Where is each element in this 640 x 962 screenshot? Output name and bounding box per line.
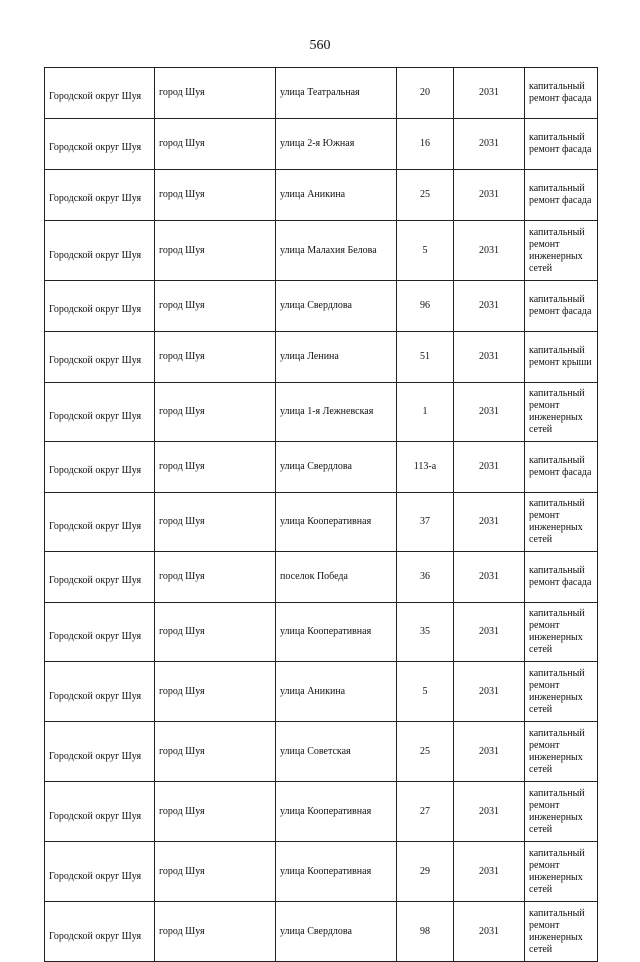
work-type-cell: капитальный ремонт фасада	[525, 68, 598, 119]
house-number-cell: 51	[397, 332, 454, 383]
city-cell: город Шуя	[155, 662, 276, 722]
year-cell: 2031	[454, 170, 525, 221]
street-cell: улица Свердлова	[276, 902, 397, 962]
work-type-cell: капитальный ремонт инженерных сетей	[525, 493, 598, 552]
street-cell: улица Кооперативная	[276, 603, 397, 662]
year-cell: 2031	[454, 782, 525, 842]
table-row	[45, 842, 598, 902]
work-type-cell: капитальный ремонт инженерных сетей	[525, 383, 598, 442]
house-number-cell: 27	[397, 782, 454, 842]
city-cell: город Шуя	[155, 493, 276, 552]
district-cell: Городской округ Шуя	[45, 442, 155, 493]
district-cell: Городской округ Шуя	[45, 383, 155, 442]
street-cell: улица Ленина	[276, 332, 397, 383]
city-cell: город Шуя	[155, 842, 276, 902]
street-cell: улица Кооперативная	[276, 842, 397, 902]
district-cell: Городской округ Шуя	[45, 493, 155, 552]
city-cell: город Шуя	[155, 383, 276, 442]
district-cell: Городской округ Шуя	[45, 722, 155, 782]
city-cell: город Шуя	[155, 332, 276, 383]
street-cell: улица Кооперативная	[276, 493, 397, 552]
house-number-cell: 36	[397, 552, 454, 603]
city-cell: город Шуя	[155, 902, 276, 962]
city-cell: город Шуя	[155, 170, 276, 221]
house-number-cell: 98	[397, 902, 454, 962]
year-cell: 2031	[454, 842, 525, 902]
table-row	[45, 662, 598, 722]
district-cell: Городской округ Шуя	[45, 68, 155, 119]
city-cell: город Шуя	[155, 442, 276, 493]
page-number: 560	[309, 38, 331, 53]
street-cell: улица Аникина	[276, 662, 397, 722]
table-row	[45, 221, 598, 281]
house-number-cell: 113-а	[397, 442, 454, 493]
district-cell: Городской округ Шуя	[45, 842, 155, 902]
street-cell: улица Малахия Белова	[276, 221, 397, 281]
city-cell: город Шуя	[155, 221, 276, 281]
table-row	[45, 493, 598, 552]
table-row	[45, 902, 598, 962]
street-cell: улица 1-я Лежневская	[276, 383, 397, 442]
street-cell: улица Свердлова	[276, 281, 397, 332]
work-type-cell: капитальный ремонт фасада	[525, 552, 598, 603]
year-cell: 2031	[454, 68, 525, 119]
city-cell: город Шуя	[155, 68, 276, 119]
year-cell: 2031	[454, 442, 525, 493]
year-cell: 2031	[454, 119, 525, 170]
table-row	[45, 119, 598, 170]
district-cell: Городской округ Шуя	[45, 662, 155, 722]
district-cell: Городской округ Шуя	[45, 603, 155, 662]
street-cell: улица Аникина	[276, 170, 397, 221]
table-row	[45, 603, 598, 662]
work-type-cell: капитальный ремонт инженерных сетей	[525, 902, 598, 962]
table-body	[45, 68, 598, 962]
house-number-cell: 35	[397, 603, 454, 662]
house-number-cell: 20	[397, 68, 454, 119]
city-cell: город Шуя	[155, 603, 276, 662]
street-cell: улица Кооперативная	[276, 782, 397, 842]
house-number-cell: 29	[397, 842, 454, 902]
table-row	[45, 281, 598, 332]
year-cell: 2031	[454, 902, 525, 962]
work-type-cell: капитальный ремонт инженерных сетей	[525, 662, 598, 722]
district-cell: Городской округ Шуя	[45, 782, 155, 842]
work-type-cell: капитальный ремонт инженерных сетей	[525, 722, 598, 782]
table-row	[45, 722, 598, 782]
table-row	[45, 383, 598, 442]
city-cell: город Шуя	[155, 119, 276, 170]
city-cell: город Шуя	[155, 782, 276, 842]
city-cell: город Шуя	[155, 722, 276, 782]
year-cell: 2031	[454, 662, 525, 722]
street-cell: улица Свердлова	[276, 442, 397, 493]
district-cell: Городской округ Шуя	[45, 552, 155, 603]
house-number-cell: 25	[397, 722, 454, 782]
year-cell: 2031	[454, 603, 525, 662]
district-cell: Городской округ Шуя	[45, 281, 155, 332]
street-cell: улица Театральная	[276, 68, 397, 119]
street-cell: улица 2-я Южная	[276, 119, 397, 170]
house-number-cell: 37	[397, 493, 454, 552]
district-cell: Городской округ Шуя	[45, 332, 155, 383]
table-row	[45, 332, 598, 383]
work-type-cell: капитальный ремонт крыши	[525, 332, 598, 383]
housing-repair-table	[44, 67, 598, 962]
year-cell: 2031	[454, 722, 525, 782]
city-cell: город Шуя	[155, 281, 276, 332]
house-number-cell: 96	[397, 281, 454, 332]
table-row	[45, 552, 598, 603]
house-number-cell: 25	[397, 170, 454, 221]
year-cell: 2031	[454, 221, 525, 281]
house-number-cell: 16	[397, 119, 454, 170]
work-type-cell: капитальный ремонт фасада	[525, 281, 598, 332]
district-cell: Городской округ Шуя	[45, 221, 155, 281]
street-cell: поселок Победа	[276, 552, 397, 603]
year-cell: 2031	[454, 552, 525, 603]
table-row	[45, 68, 598, 119]
city-cell: город Шуя	[155, 552, 276, 603]
district-cell: Городской округ Шуя	[45, 119, 155, 170]
house-number-cell: 5	[397, 221, 454, 281]
year-cell: 2031	[454, 281, 525, 332]
house-number-cell: 1	[397, 383, 454, 442]
table-row	[45, 170, 598, 221]
year-cell: 2031	[454, 493, 525, 552]
work-type-cell: капитальный ремонт фасада	[525, 442, 598, 493]
work-type-cell: капитальный ремонт фасада	[525, 119, 598, 170]
district-cell: Городской округ Шуя	[45, 170, 155, 221]
table-row	[45, 442, 598, 493]
year-cell: 2031	[454, 383, 525, 442]
work-type-cell: капитальный ремонт инженерных сетей	[525, 842, 598, 902]
street-cell: улица Советская	[276, 722, 397, 782]
work-type-cell: капитальный ремонт инженерных сетей	[525, 782, 598, 842]
work-type-cell: капитальный ремонт инженерных сетей	[525, 603, 598, 662]
district-cell: Городской округ Шуя	[45, 902, 155, 962]
work-type-cell: капитальный ремонт фасада	[525, 170, 598, 221]
year-cell: 2031	[454, 332, 525, 383]
house-number-cell: 5	[397, 662, 454, 722]
work-type-cell: капитальный ремонт инженерных сетей	[525, 221, 598, 281]
table-row	[45, 782, 598, 842]
